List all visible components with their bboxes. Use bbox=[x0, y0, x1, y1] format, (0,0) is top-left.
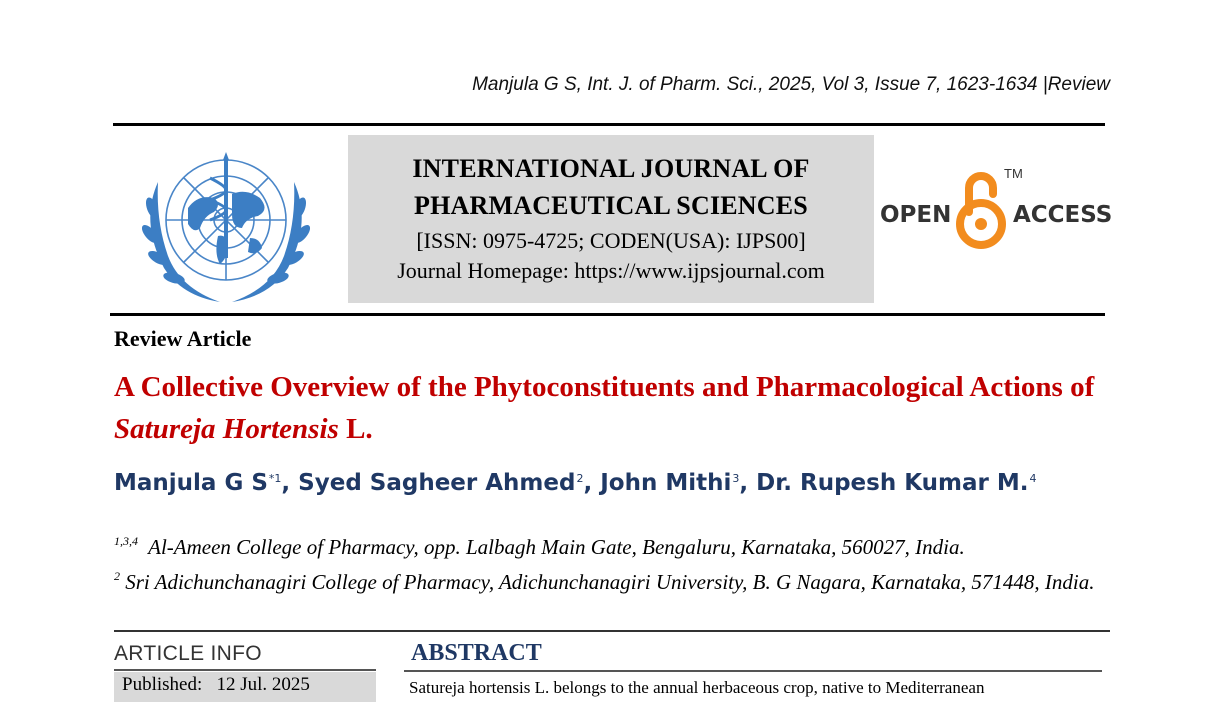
article-type-label: Review Article bbox=[114, 326, 252, 351]
journal-emblem-logo bbox=[128, 138, 324, 306]
published-label: Published: bbox=[122, 674, 203, 695]
article-info-rule bbox=[114, 669, 376, 671]
abstract-text: Satureja hortensis L. belongs to the annual herbaceous crop, native to Mediterranean bbox=[409, 678, 985, 697]
header-bottom-rule bbox=[110, 313, 1105, 316]
affiliation-mark: 2 bbox=[114, 569, 120, 583]
article-title-suffix: L. bbox=[338, 413, 373, 445]
author-affiliation-mark: 4 bbox=[1029, 472, 1037, 485]
affiliations bbox=[114, 527, 1114, 597]
affiliation-mark: 1,3,4 bbox=[114, 534, 138, 548]
section-divider bbox=[114, 630, 1110, 632]
author-list: Manjula G $S^{*1}$, Syed Sagheer Ahmed$^2$, John Mithi$^3$, Dr. Rupesh Kumar M.$^4$ bbox=[114, 470, 1037, 496]
author-affiliation-mark: 2 bbox=[576, 472, 584, 485]
journal-homepage: Journal Homepage: https://www.ijpsjournal.com bbox=[397, 258, 825, 283]
article-title-main: A Collective Overview of the Phytoconstituents and Pharmacological Actions of bbox=[114, 371, 1095, 403]
article-title bbox=[114, 366, 1114, 450]
affiliation-item bbox=[114, 527, 1114, 562]
abstract-heading: ABSTRACT bbox=[411, 640, 542, 666]
header-top-rule bbox=[113, 123, 1105, 126]
author-affiliation-mark: *1 bbox=[268, 472, 282, 485]
affiliation-item bbox=[114, 562, 1114, 597]
open-access-word-open: OPEN bbox=[880, 202, 952, 228]
author-affiliation-mark: 3 bbox=[732, 472, 740, 485]
author-name: Syed Sagheer Ahmed bbox=[298, 470, 576, 496]
journal-title-line2: PHARMACEUTICAL SCIENCES bbox=[414, 191, 808, 220]
journal-title-box bbox=[348, 135, 874, 303]
published-row bbox=[114, 672, 376, 702]
journal-issn: [ISSN: 0975-4725; CODEN(USA): IJPS00] bbox=[416, 228, 806, 253]
author-name: Dr. Rupesh Kumar M. bbox=[756, 470, 1029, 496]
open-access-lock-icon bbox=[954, 166, 1008, 252]
article-info-heading: ARTICLE INFO bbox=[114, 642, 262, 665]
author-name: John Mithi bbox=[600, 470, 732, 496]
published-date: 12 Jul. 2025 bbox=[216, 674, 310, 695]
open-access-trademark: TM bbox=[1004, 166, 1023, 181]
affiliation-text: Al-Ameen College of Pharmacy, opp. Lalbagh Main Gate, Bengaluru, Karnataka, 560027, India. bbox=[148, 535, 965, 559]
abstract-rule bbox=[404, 670, 1102, 672]
journal-title-line1: INTERNATIONAL JOURNAL OF bbox=[412, 154, 810, 183]
running-header-citation: Manjula G S, Int. J. of Pharm. Sci., 2025, Vol 3, Issue 7, 1623-1634 |Review bbox=[472, 74, 1110, 95]
open-access-word-access: ACCESS bbox=[1013, 202, 1113, 228]
article-title-species: Satureja Hortensis bbox=[114, 413, 339, 445]
author-name: Manjula G S bbox=[114, 470, 268, 496]
open-access-logo bbox=[880, 166, 1113, 252]
affiliation-text: Sri Adichunchanagiri College of Pharmacy, Adichunchanagiri University, B. G Nagara, Karnataka, 571448, India. bbox=[125, 570, 1095, 594]
